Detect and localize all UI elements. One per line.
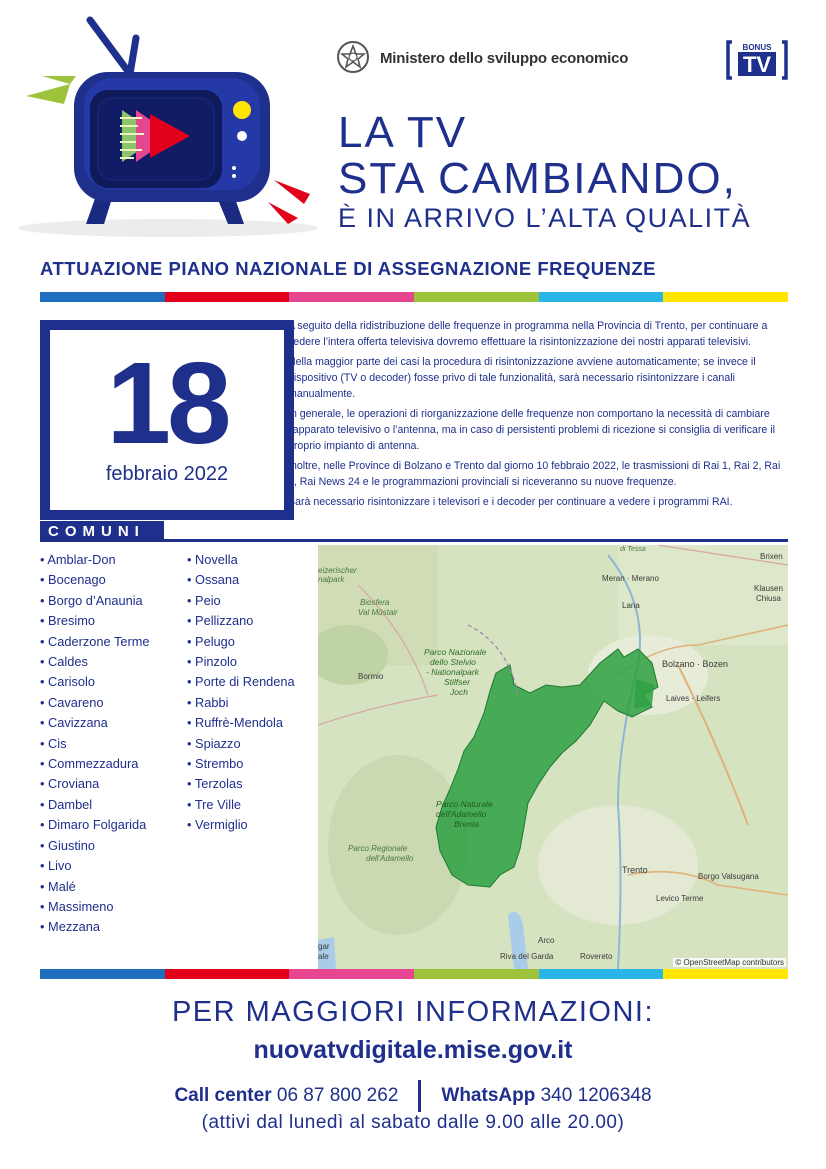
list-item: • Peio bbox=[187, 591, 295, 611]
list-item: • Vermiglio bbox=[187, 815, 295, 835]
list-item: • Pelugo bbox=[187, 632, 295, 652]
list-item: • Malé bbox=[40, 877, 150, 897]
map-label: eizerischer nalpark bbox=[318, 566, 357, 584]
map-label: Trento bbox=[622, 865, 648, 875]
map-label: dell'Adamello bbox=[366, 854, 414, 863]
list-item: • Pellizzano bbox=[187, 611, 295, 631]
headline-line-2: STA CAMBIANDO, bbox=[338, 154, 737, 203]
website-link[interactable]: nuovatvdigitale.mise.gov.it bbox=[253, 1036, 573, 1064]
map-label: Borgo Valsugana bbox=[698, 872, 759, 881]
whatsapp-number: 340 1206348 bbox=[540, 1085, 652, 1106]
comuni-title: COMUNI bbox=[40, 521, 164, 542]
map-attribution[interactable]: © OpenStreetMap contributors bbox=[675, 958, 784, 967]
map-label: dello Stelvio bbox=[430, 657, 476, 667]
map-label: Meran · Merano bbox=[602, 574, 659, 583]
contacts-row bbox=[0, 1080, 826, 1112]
more-info-heading: PER MAGGIORI INFORMAZIONI: bbox=[171, 996, 655, 1028]
map-label: Levico Terme bbox=[656, 894, 704, 903]
map-label: Bormio bbox=[358, 672, 384, 681]
date-month-year: febbraio 2022 bbox=[105, 463, 229, 485]
paragraph: A seguito della ridistribuzione delle frequenze in programma nella Provincia di Trento, per continuare a vedere l’intera offerta televisiva dovremo effettuare la risintonizzazione dei nostri apparati televisivi. bbox=[288, 320, 768, 348]
list-item: • Caldes bbox=[40, 652, 150, 672]
subheading: ATTUAZIONE PIANO NAZIONALE DI ASSEGNAZIONE FREQUENZE bbox=[40, 258, 656, 279]
color-bar-top bbox=[40, 292, 788, 302]
list-item: • Cavareno bbox=[40, 693, 150, 713]
list-item: • Strembo bbox=[187, 754, 295, 774]
paragraph: Nella maggior parte dei casi la procedura di risintonizzazione avviene automaticamente; se invece il dispositivo (TV o decoder) fosse privo di tale funzionalità, sarà necessario risintonizzare i canali manualmente. bbox=[288, 356, 756, 400]
call-center-number: 06 87 800 262 bbox=[276, 1085, 399, 1106]
emblem-icon bbox=[336, 40, 370, 76]
contacts-separator bbox=[418, 1080, 421, 1112]
map-label: Parco Regionale bbox=[348, 844, 408, 853]
whatsapp-label: WhatsApp bbox=[441, 1085, 536, 1106]
map-label: Laives · Leifers bbox=[666, 694, 721, 703]
map-label: ale bbox=[318, 952, 329, 961]
bonus-tv-logo bbox=[726, 40, 788, 80]
list-item: • Livo bbox=[40, 856, 150, 876]
map-label: Klausen bbox=[754, 584, 783, 593]
headline-line-3: È IN ARRIVO L’ALTA QUALITÀ bbox=[338, 203, 752, 233]
paragraph: Inoltre, nelle Province di Bolzano e Trento dal giorno 10 febbraio 2022, le trasmissioni di Rai 1, Rai 2, Rai 3, Rai News 24 e le programmazioni provinciali si riceveranno su nuove frequenze. bbox=[288, 460, 781, 488]
list-item: • Commezzadura bbox=[40, 754, 150, 774]
map-label: dell'Adamello bbox=[436, 809, 487, 819]
list-item: • Pinzolo bbox=[187, 652, 295, 672]
list-item: • Dambel bbox=[40, 795, 150, 815]
map-label: Riva del Garda bbox=[500, 952, 554, 961]
map-label: Biosfera bbox=[360, 598, 390, 607]
ministry-name: Ministero dello sviluppo economico bbox=[380, 49, 629, 67]
color-bar-bottom bbox=[40, 969, 788, 979]
list-item: • Caderzone Terme bbox=[40, 632, 150, 652]
list-item: • Bocenago bbox=[40, 570, 150, 590]
list-item: • Novella bbox=[187, 550, 295, 570]
list-item: • Tre Ville bbox=[187, 795, 295, 815]
map-graphic bbox=[318, 545, 788, 969]
comuni-column-2 bbox=[187, 550, 295, 836]
list-item: • Mezzana bbox=[40, 917, 150, 937]
whatsapp[interactable] bbox=[441, 1085, 651, 1107]
list-item: • Terzolas bbox=[187, 774, 295, 794]
bonus-tv-text: TV bbox=[742, 52, 772, 77]
list-item: • Carisolo bbox=[40, 672, 150, 692]
headline-line-1: LA TV bbox=[338, 108, 468, 157]
list-item: • Cavizzana bbox=[40, 713, 150, 733]
map-label: Brixen bbox=[760, 552, 783, 561]
paragraph: In generale, le operazioni di riorganizzazione delle frequenze non comportano la necessità di cambiare l’apparato televisivo o l’antenna, ma in caso di persistenti problemi di ricezione si consiglia di verificare il proprio impianto di antenna. bbox=[288, 408, 775, 452]
list-item: • Porte di Rendena bbox=[187, 672, 295, 692]
list-item: • Rabbi bbox=[187, 693, 295, 713]
map-label: Brenta bbox=[454, 819, 480, 829]
map-label: - Nationalpark bbox=[426, 667, 479, 677]
map-label: Rovereto bbox=[580, 952, 613, 961]
list-item: • Croviana bbox=[40, 774, 150, 794]
comuni-column-1 bbox=[40, 550, 150, 938]
coverage-map bbox=[318, 545, 788, 969]
list-item: • Bresimo bbox=[40, 611, 150, 631]
list-item: • Ruffrè-Mendola bbox=[187, 713, 295, 733]
map-label: Bolzano · Bozen bbox=[662, 659, 729, 669]
map-label: gar bbox=[318, 942, 330, 951]
list-item: • Borgo d’Anaunia bbox=[40, 591, 150, 611]
map-label: Parco Nazionale bbox=[424, 647, 487, 657]
map-label: Parco Naturale bbox=[436, 799, 493, 809]
list-item: • Amblar-Don bbox=[40, 550, 150, 570]
map-label: Chiusa bbox=[756, 594, 781, 603]
map-label: Lana bbox=[622, 601, 640, 610]
paragraph: Sarà necessario risintonizzare i televisori e i decoder per continuare a vedere i programmi RAI. bbox=[288, 496, 733, 508]
map-label: Arco bbox=[538, 936, 555, 945]
list-item: • Ossana bbox=[187, 570, 295, 590]
ministry-header bbox=[336, 40, 628, 76]
body-text bbox=[288, 318, 790, 514]
list-item: • Spiazzo bbox=[187, 734, 295, 754]
map-label: di Tessa bbox=[620, 546, 646, 553]
call-center[interactable] bbox=[174, 1085, 398, 1107]
tv-illustration bbox=[18, 12, 338, 237]
date-day: 18 bbox=[106, 338, 228, 468]
call-center-label: Call center bbox=[174, 1085, 272, 1106]
list-item: • Dimaro Folgarida bbox=[40, 815, 150, 835]
list-item: • Giustino bbox=[40, 836, 150, 856]
map-label: Stilfser bbox=[444, 677, 470, 687]
list-item: • Massimeno bbox=[40, 897, 150, 917]
map-label: Val Müstair bbox=[358, 608, 398, 617]
date-box bbox=[40, 320, 294, 520]
map-label: Joch bbox=[450, 687, 468, 697]
hours-note: (attivi dal lunedì al sabato dalle 9.00 alle 20.00) bbox=[201, 1112, 625, 1133]
list-item: • Cis bbox=[40, 734, 150, 754]
bonus-label: BONUS bbox=[742, 43, 772, 52]
